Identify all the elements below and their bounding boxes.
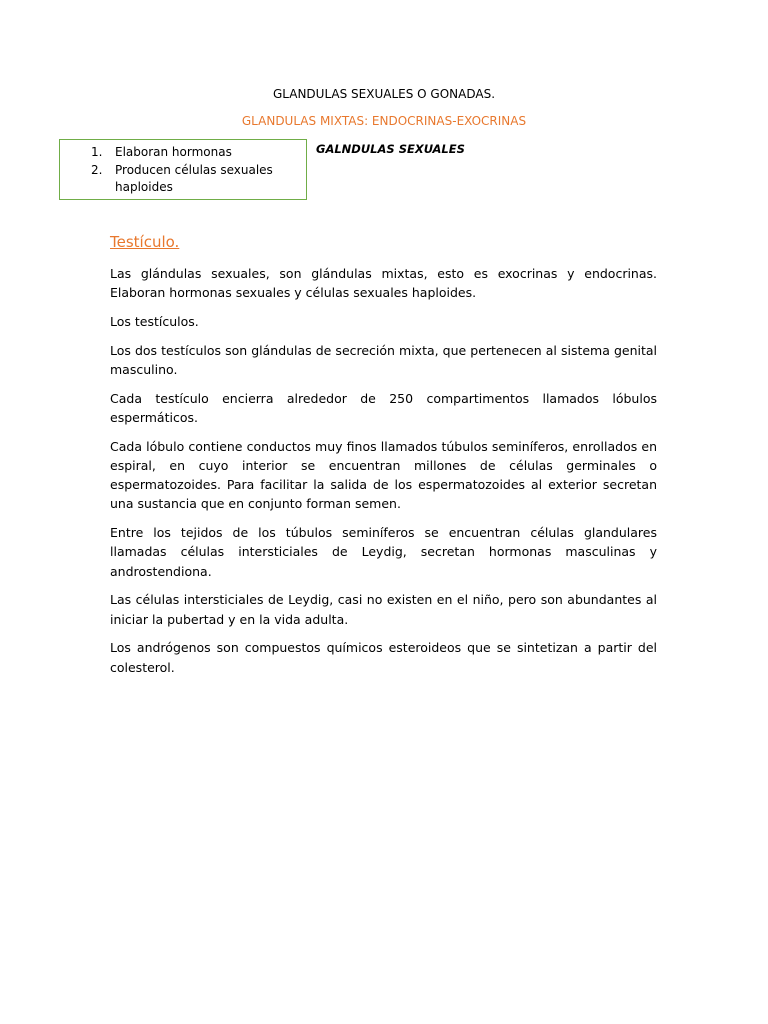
paragraph: Las células intersticiales de Leydig, casi no existen en el niño, pero son abundantes al iniciar la pubertad y en la vida adulta. — [110, 592, 657, 627]
paragraph: Los testículos. — [110, 314, 199, 329]
list-item-number: 1. — [91, 145, 103, 159]
section-title: Testículo. — [110, 233, 180, 251]
main-content — [110, 232, 657, 686]
paragraph: Cada testículo encierra alrededor de 250 compartimentos llamados lóbulos espermáticos. — [110, 390, 657, 425]
paragraph: Entre los tejidos de los túbulos seminíferos se encuentran células glandulares llamadas células intersticiales de Leydig, secretan hormonas masculinas y androstendiona. — [110, 525, 657, 579]
list-item-text: Producen células sexuales haploides — [115, 162, 273, 194]
summary-list — [60, 144, 306, 197]
list-item-number: 2. — [91, 162, 103, 177]
paragraph: Los andrógenos son compuestos químicos esteroideos que se sintetizan a partir del colesterol. — [110, 640, 657, 675]
side-heading: GALNDULAS SEXUALES — [316, 142, 465, 156]
list-item-text: Elaboran hormonas — [115, 145, 232, 159]
document-subtitle: GLANDULAS MIXTAS: ENDOCRINAS-EXOCRINAS — [241, 114, 527, 128]
list-item — [60, 162, 306, 197]
paragraph: Los dos testículos son glándulas de secreción mixta, que pertenecen al sistema genital masculino. — [110, 342, 657, 377]
list-item — [60, 144, 306, 162]
document-title: GLANDULAS SEXUALES O GONADAS. — [272, 87, 496, 101]
paragraph: Las glándulas sexuales, son glándulas mixtas, esto es exocrinas y endocrinas. Elaboran hormonas sexuales y células sexuales haploides. — [110, 266, 657, 301]
summary-box — [59, 139, 307, 200]
paragraph: Cada lóbulo contiene conductos muy finos llamados túbulos seminíferos, enrollados en espiral, en cuyo interior se encuentran millones de células germinales o espermatozoides. Para facilitar la salida de los espermatozoides al exterior secretan una sustancia que en conjunto forman semen. — [110, 438, 657, 512]
